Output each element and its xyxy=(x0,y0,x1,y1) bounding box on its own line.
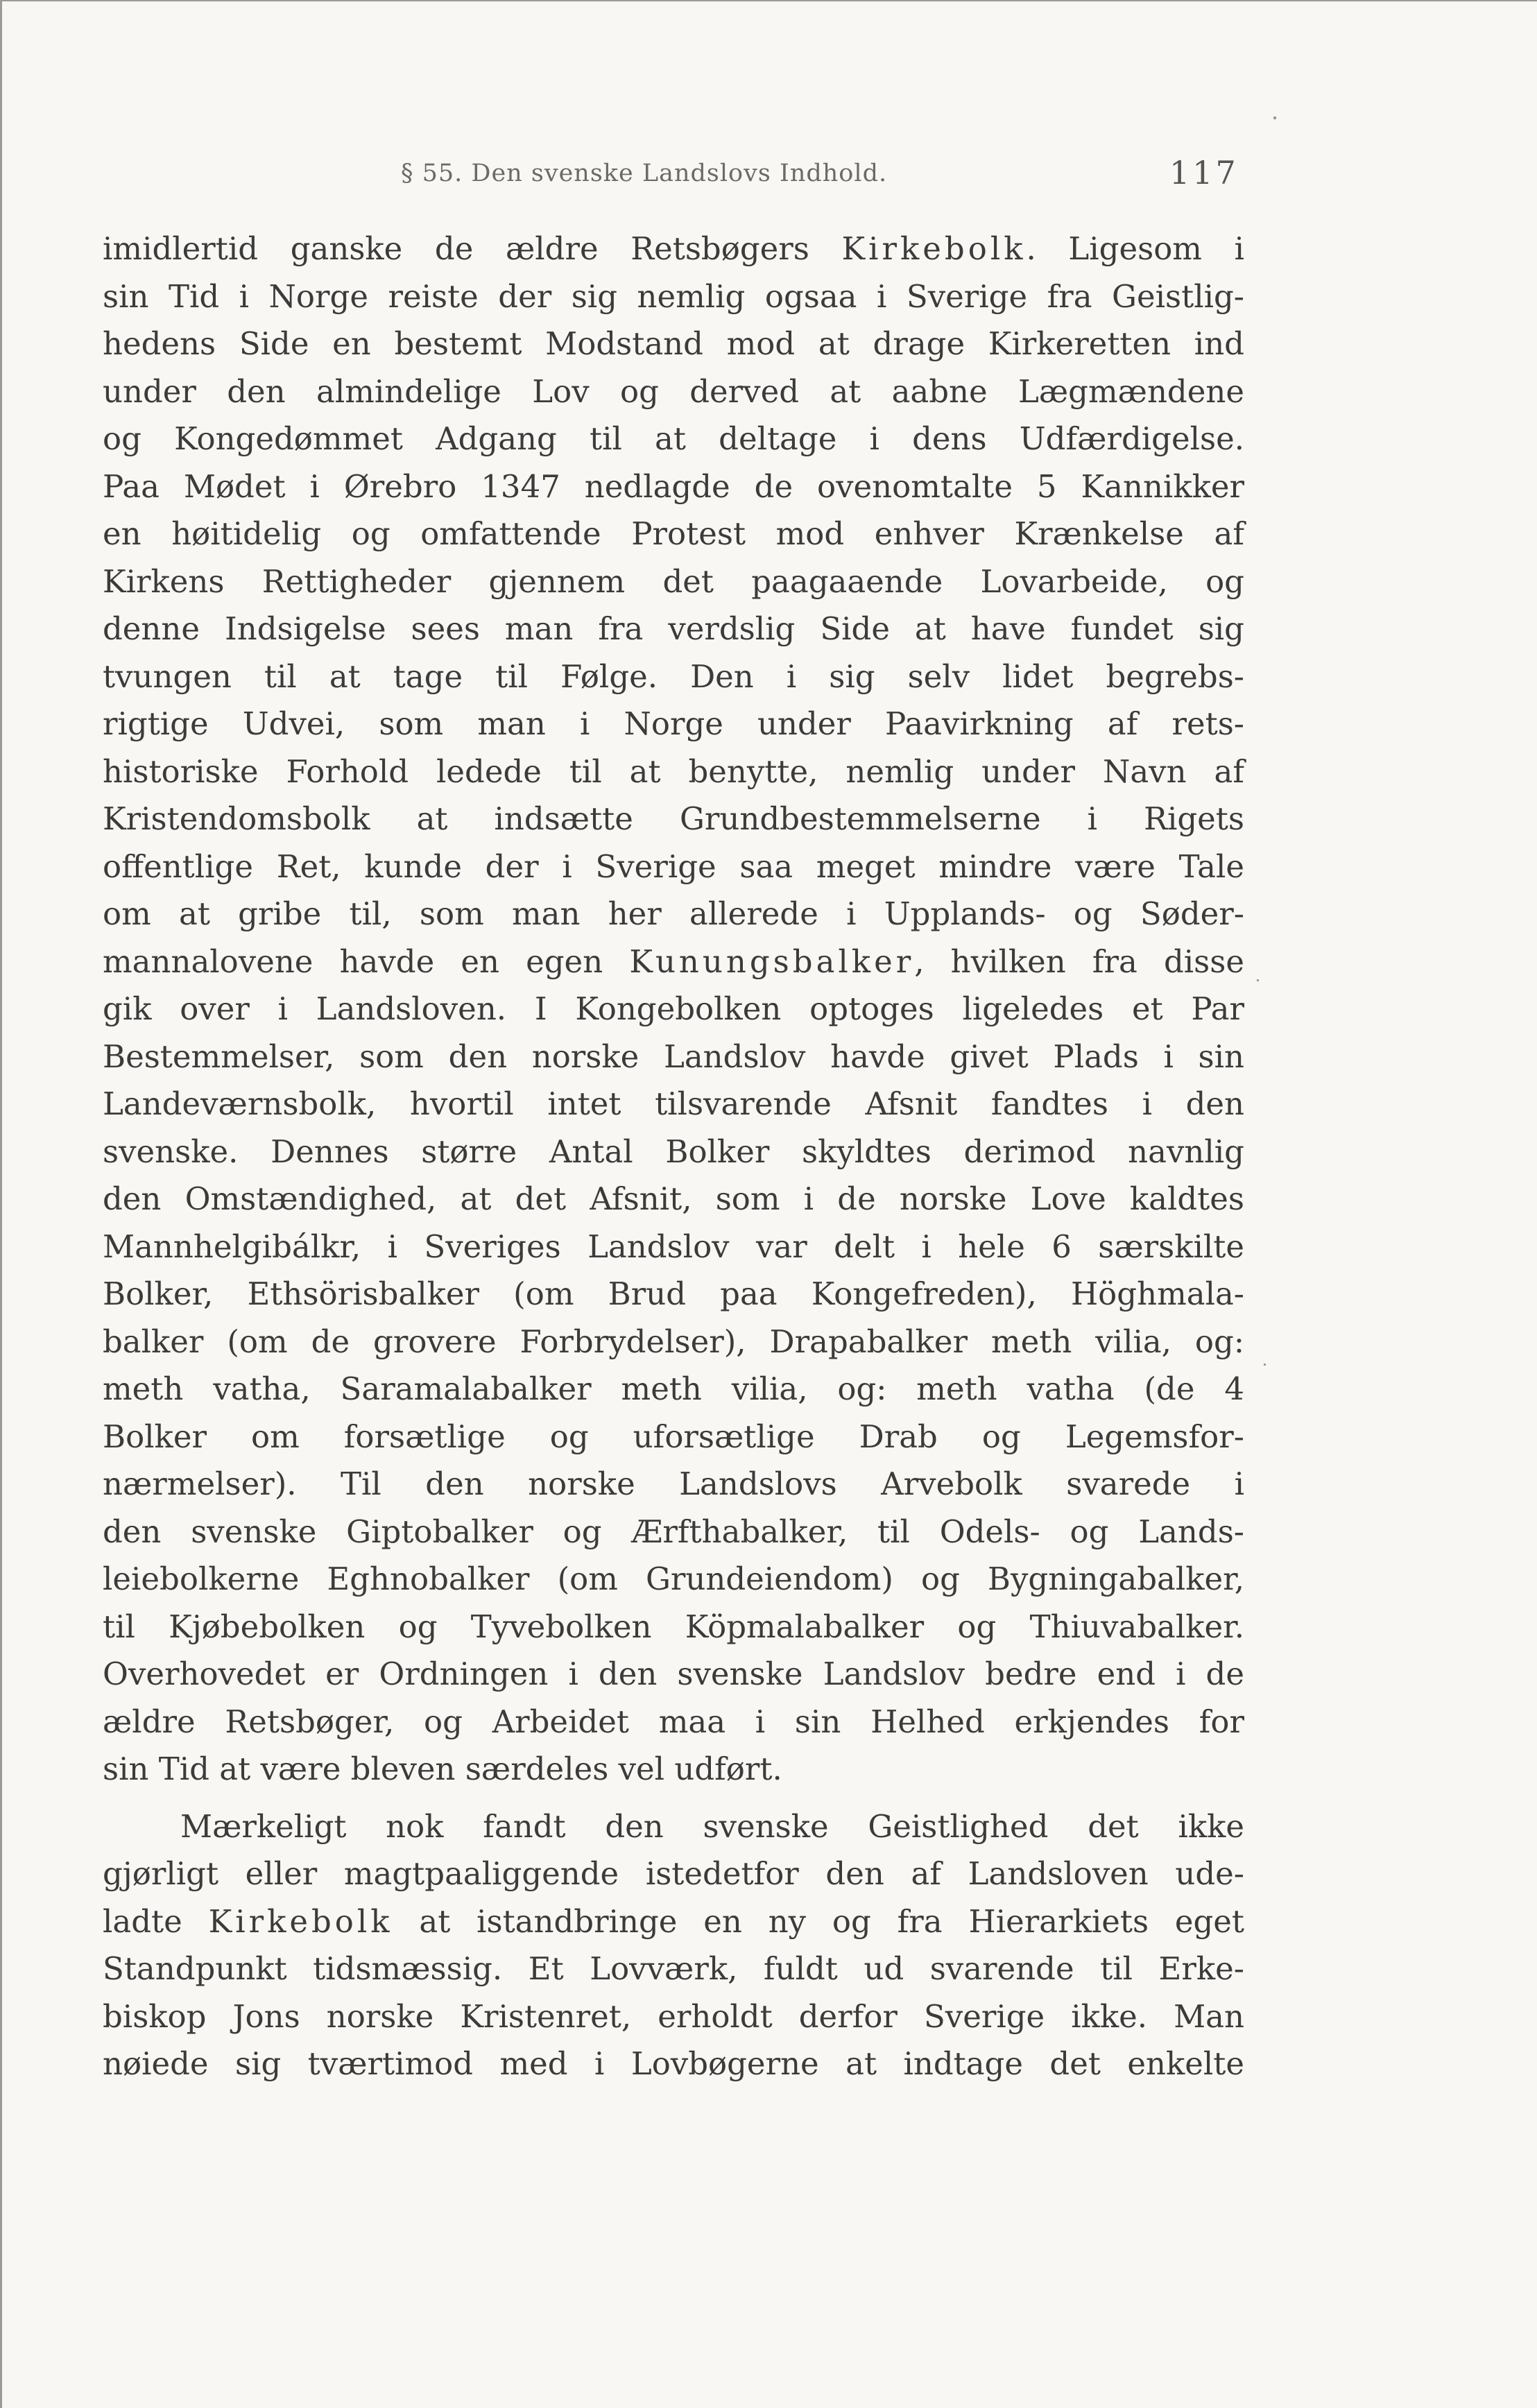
text-line: imidlertid ganske de ældre Retsbøgers Kirkebolk. Ligesom i xyxy=(103,230,1244,267)
text-line: Bolker om forsætlige og uforsætlige Drab og Legemsfor- xyxy=(103,1418,1244,1455)
text-line: Kristendomsbolk at indsætte Grundbestemmelserne i Rigets xyxy=(103,800,1244,837)
text-line: balker (om de grovere Forbrydelser), Drapabalker meth vilia, og: xyxy=(103,1323,1244,1360)
body-text xyxy=(103,225,1244,2088)
text-line: om at gribe til, som man her allerede i Upplands- og Søder- xyxy=(103,895,1244,932)
paragraph xyxy=(103,225,1244,1794)
text-line: denne Indsigelse sees man fra verdslig Side at have fundet sig xyxy=(103,610,1244,647)
page-header xyxy=(0,151,1537,207)
text-line: ladte Kirkebolk at istandbringe en ny og fra Hierarkiets eget xyxy=(103,1902,1245,1940)
text-line: nøiede sig tværtimod med i Lovbøgerne at indtage det enkelte xyxy=(103,2045,1244,2082)
text-line: den svenske Giptobalker og Ærfthabalker, til Odels- og Lands- xyxy=(103,1513,1244,1550)
running-head: § 55. Den svenske Landslovs Indhold. xyxy=(401,160,888,187)
scan-speck xyxy=(1257,979,1259,981)
text-line: sin Tid at være bleven særdeles vel udført. xyxy=(103,1751,782,1787)
text-line: leiebolkerne Eghnobalker (om Grundeiendom) og Bygningabalker, xyxy=(103,1560,1244,1597)
text-line: Mærkeligt nok fandt den svenske Geistlighed det ikke xyxy=(180,1807,1244,1845)
text-line: gik over i Landsloven. I Kongebolken optoges ligeledes et Par xyxy=(103,990,1244,1027)
text-line: gjørligt eller magtpaaliggende istedetfor den af Landsloven ude- xyxy=(103,1855,1244,1892)
paragraph-gap xyxy=(103,1794,1244,1803)
text-line: mannalovene havde en egen Kunungsbalker, hvilken fra disse xyxy=(103,943,1244,980)
text-line: Bestemmelser, som den norske Landslov havde givet Plads i sin xyxy=(103,1038,1244,1075)
page-number: 117 xyxy=(1169,154,1239,191)
text-line: den Omstændighed, at det Afsnit, som i de norske Love kaldtes xyxy=(103,1180,1244,1217)
emphasized-word: Kunungsbalker xyxy=(629,943,915,980)
scan-edge-mark xyxy=(0,0,2,2408)
text-line: biskop Jons norske Kristenret, erholdt derfor Sverige ikke. Man xyxy=(103,1997,1244,2035)
text-line: tvungen til at tage til Følge. Den i sig selv lidet begrebs- xyxy=(103,657,1244,695)
text-line: til Kjøbebolken og Tyvebolken Köpmalabalker og Thiuvabalker. xyxy=(103,1608,1244,1645)
text-line: meth vatha, Saramalabalker meth vilia, og: meth vatha (de 4 xyxy=(103,1370,1244,1407)
text-line: Landeværnsbolk, hvortil intet tilsvarende Afsnit fandtes i den xyxy=(103,1085,1244,1122)
scan-speck xyxy=(1264,1364,1266,1366)
text-line: Paa Mødet i Ørebro 1347 nedlagde de ovenomtalte 5 Kannikker xyxy=(103,467,1244,505)
text-line: sin Tid i Norge reiste der sig nemlig ogsaa i Sverige fra Geistlig- xyxy=(103,277,1244,315)
text-line: og Kongedømmet Adgang til at deltage i dens Udfærdigelse. xyxy=(103,420,1244,457)
emphasized-word: Kirkebolk xyxy=(841,230,1027,267)
text-line: rigtige Udvei, som man i Norge under Paavirkning af rets- xyxy=(103,705,1244,742)
text-line: Bolker, Ethsörisbalker (om Brud paa Kongefreden), Höghmala- xyxy=(103,1275,1244,1312)
text-line: en høitidelig og omfattende Protest mod enhver Krænkelse af xyxy=(103,515,1244,552)
text-line: offentlige Ret, kunde der i Sverige saa meget mindre være Tale xyxy=(103,848,1244,885)
text-line: hedens Side en bestemt Modstand mod at drage Kirkeretten ind xyxy=(103,325,1244,362)
text-line: historiske Forhold ledede til at benytte, nemlig under Navn af xyxy=(103,752,1244,790)
text-line: nærmelser). Til den norske Landslovs Arvebolk svarede i xyxy=(103,1465,1244,1502)
paragraph xyxy=(103,1803,1244,2088)
text-line: Mannhelgibálkr, i Sveriges Landslov var delt i hele 6 særskilte xyxy=(103,1228,1244,1265)
text-line: svenske. Dennes større Antal Bolker skyldtes derimod navnlig xyxy=(103,1133,1244,1170)
text-line: under den almindelige Lov og derved at aabne Lægmændene xyxy=(103,372,1244,410)
text-line: Kirkens Rettigheder gjennem det paagaaende Lovarbeide, og xyxy=(103,562,1244,600)
text-line: Standpunkt tidsmæssig. Et Lovværk, fuldt ud svarende til Erke- xyxy=(103,1950,1244,1987)
emphasized-word: Kirkebolk xyxy=(208,1902,393,1940)
scan-edge-mark xyxy=(0,0,1537,1)
scan-speck xyxy=(1273,117,1276,119)
text-line: Overhovedet er Ordningen i den svenske Landslov bedre end i de xyxy=(103,1656,1244,1692)
text-line: ældre Retsbøger, og Arbeidet maa i sin Helhed erkjendes for xyxy=(103,1703,1244,1740)
